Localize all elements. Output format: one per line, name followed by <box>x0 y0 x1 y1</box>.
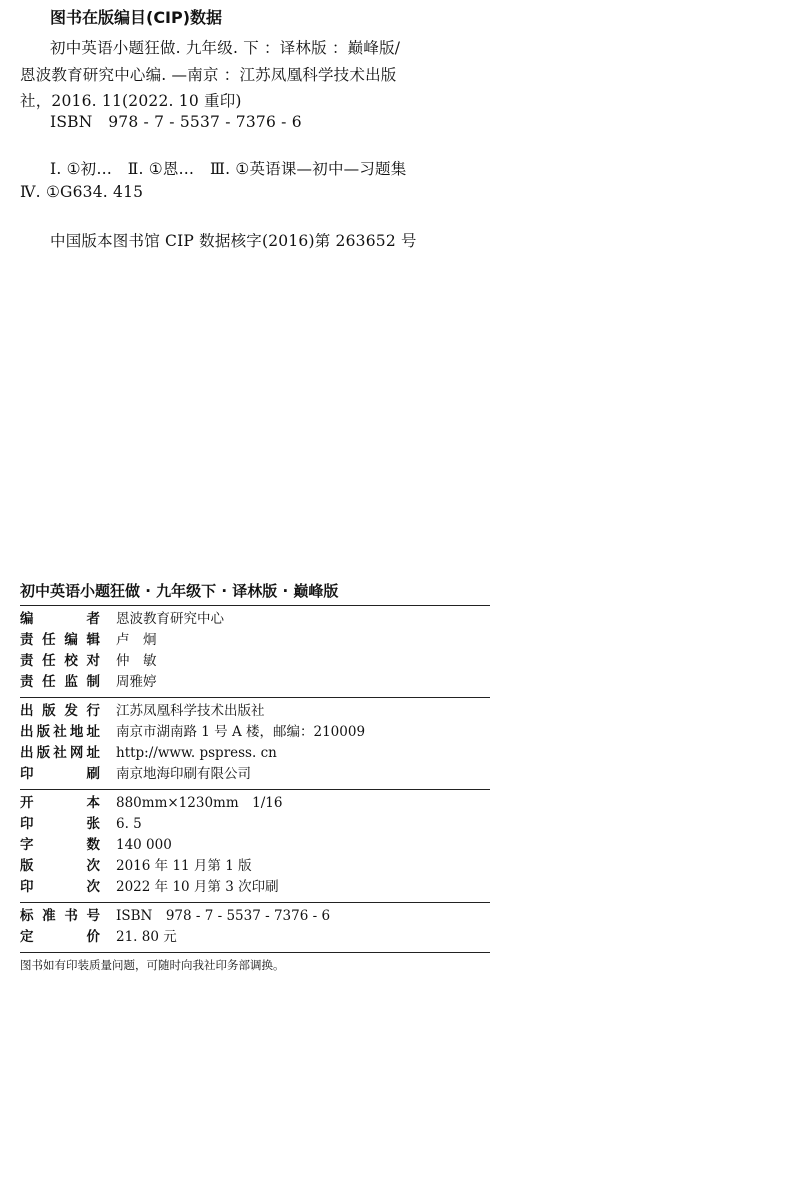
colophon-value: 21. 80 元 <box>116 929 177 945</box>
colophon-label: 出 版 社 网 址 <box>20 745 100 761</box>
colophon-row <box>20 672 490 693</box>
quality-note: 图书如有印装质量问题，可随时向我社印务部调换。 <box>20 958 285 972</box>
cip-heading: 图书在版编目(CIP)数据 <box>50 8 223 27</box>
colophon-value: 仲 敏 <box>116 653 157 669</box>
colophon-row <box>20 814 490 835</box>
colophon-group <box>20 903 490 952</box>
cip-publisher-line: 社，2016. 11(2022. 10 重印) <box>20 92 242 110</box>
colophon-value: 周雅婷 <box>116 674 157 690</box>
colophon-group <box>20 790 490 902</box>
colophon-row <box>20 835 490 856</box>
colophon-row <box>20 701 490 722</box>
cip-isbn-line: ISBN 978 - 7 - 5537 - 7376 - 6 <box>50 113 302 131</box>
colophon-label: 出 版 社 地 址 <box>20 724 100 740</box>
bottom-rule <box>20 952 490 953</box>
cip-title-line: 初中英语小题狂做. 九年级. 下 ：译林版 ：巅峰版/ <box>50 39 401 57</box>
colophon-label: 版 次 <box>20 858 100 874</box>
cip-record-number: 中国版本图书馆 CIP 数据核字(2016)第 263652 号 <box>50 232 417 250</box>
colophon-row <box>20 651 490 672</box>
colophon-row <box>20 743 490 764</box>
colophon-label: 印 次 <box>20 879 100 895</box>
colophon-value: 2016 年 11 月第 1 版 <box>116 858 252 874</box>
colophon-label: 责 任 监 制 <box>20 674 100 690</box>
colophon-label: 定 价 <box>20 929 100 945</box>
colophon-row <box>20 927 490 948</box>
colophon-group <box>20 698 490 789</box>
colophon-row <box>20 630 490 651</box>
colophon-value: 恩波教育研究中心 <box>116 611 224 627</box>
colophon-label: 字 数 <box>20 837 100 853</box>
colophon-label: 责 任 校 对 <box>20 653 100 669</box>
colophon-value: 江苏凤凰科学技术出版社 <box>116 703 265 719</box>
colophon-value: 6. 5 <box>116 816 142 832</box>
colophon-value: ISBN 978 - 7 - 5537 - 7376 - 6 <box>116 908 331 924</box>
colophon <box>20 577 490 973</box>
colophon-value: 880mm×1230mm 1/16 <box>116 795 283 811</box>
colophon-label: 编 者 <box>20 611 100 627</box>
book-title: 初中英语小题狂做 · 九年级下 · 译林版 · 巅峰版 <box>20 582 339 600</box>
colophon-label: 印 刷 <box>20 766 100 782</box>
colophon-group <box>20 606 490 697</box>
colophon-value: 卢 炯 <box>116 632 157 648</box>
colophon-value: 南京市湖南路 1 号 A 楼，邮编：210009 <box>116 724 366 740</box>
colophon-row <box>20 764 490 785</box>
colophon-row <box>20 877 490 898</box>
colophon-value: http://www. pspress. cn <box>116 745 277 761</box>
colophon-value: 南京地海印刷有限公司 <box>116 766 251 782</box>
colophon-row <box>20 793 490 814</box>
colophon-value: 2022 年 10 月第 3 次印刷 <box>116 879 279 895</box>
colophon-label: 开 本 <box>20 795 100 811</box>
colophon-row <box>20 722 490 743</box>
colophon-label: 印 张 <box>20 816 100 832</box>
colophon-row <box>20 609 490 630</box>
cip-editor-line: 恩波教育研究中心编. —南京 ：江苏凤凰科学技术出版 <box>20 66 397 84</box>
cip-subject-line: Ⅰ. ①初… Ⅱ. ①恩… Ⅲ. ①英语课—初中—习题集 <box>50 160 407 178</box>
colophon-label: 责 任 编 辑 <box>20 632 100 648</box>
colophon-label: 标 准 书 号 <box>20 908 100 924</box>
colophon-label: 出 版 发 行 <box>20 703 100 719</box>
colophon-row <box>20 906 490 927</box>
colophon-value: 140 000 <box>116 837 172 853</box>
colophon-row <box>20 856 490 877</box>
cip-classification-line: Ⅳ. ①G634. 415 <box>20 183 144 201</box>
